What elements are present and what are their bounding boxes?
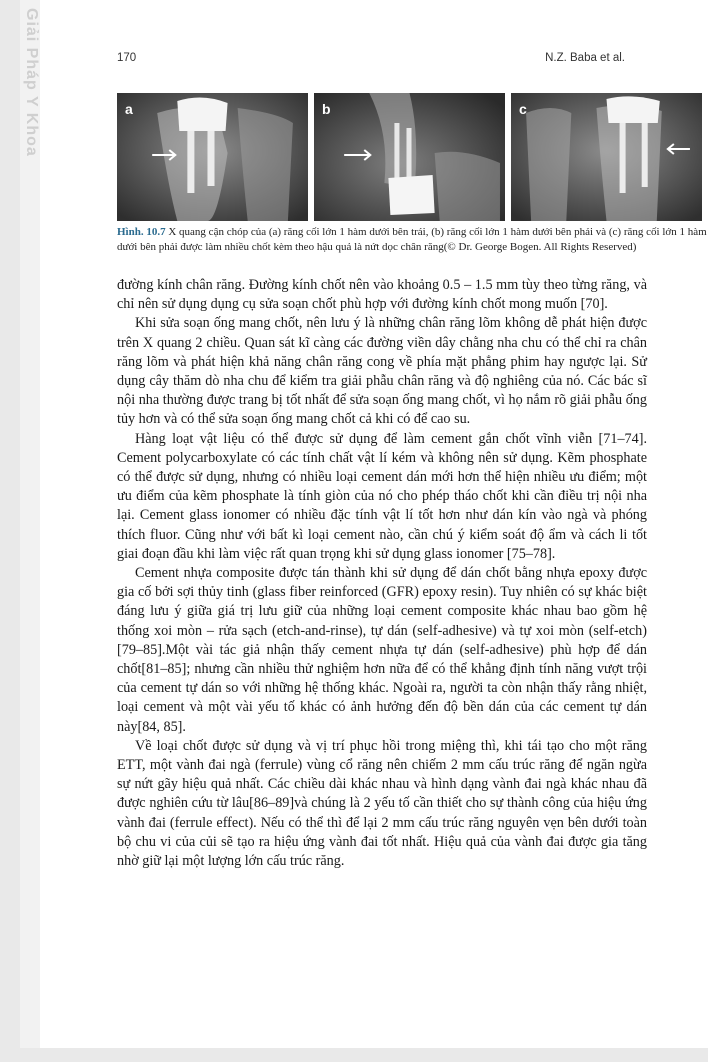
paragraph: Cement nhựa composite được tán thành khi sử dụng để dán chốt bằng nhựa epoxy được gia cố bởi sợi thủy tinh (glass fiber reinforced (GFR) epoxy resin). Tuy nhiên có sự khác biệt đáng lưu ý giữa giá trị lưu giữ của những loại cement composite khác nhau bao gồm hệ thống xoi mòn – rửa sạch (etch-and-rinse), tự dán (self-adhesive) và tự xoi mòn (self-etch)[79–85].Một vài tác giả nhận thấy cement nhựa tự dán (self-adhesive) phù hợp để dán chốt[81–85]; nhưng cần nhiều thử nghiệm hơn nữa để có thể khẳng định tính năng vượt trội của cement tự dán so với những hệ thống khác. Ngoài ra, người ta còn nhận thấy rằng nhiệt, loại cement và một vài yếu tố khác có ảnh hưởng đến độ bền dán của các cement tự dán này[84, 85]. (117, 565, 647, 735)
panel-label-a: a (125, 101, 133, 117)
panel-label-b: b (322, 101, 331, 117)
watermark (20, 0, 40, 1048)
paragraph: Hàng loạt vật liệu có thể được sử dụng để làm cement gắn chốt vĩnh viễn [71–74]. Cement polycarboxylate có các tính chất vật lí kém và không nên sử dụng. Kẽm phosphate có thể được sử dụng, nhưng có nhiều loại cement dán mới hơn thể hiện nhiều ưu điểm; một ưu điểm của kẽm phosphate là tính giòn của nó cho phép tháo chốt khi cần điều trị nội nha lại. Cement glass ionomer có nhiều đặc tính vật lí tốt hơn như dán kín vào ngà và phóng thích fluor. Cũng như với bất kì loại cement nào, cần chú ý kiểm soát độ ẩm và cách li tốt giai đoạn đầu khi làm việc rất quan trọng khi sử dụng glass ionomer [75–78]. (117, 430, 647, 562)
figure-caption (117, 225, 707, 255)
caption-label: Hình. 10.7 (117, 226, 166, 238)
panel-label-c: c (519, 101, 527, 117)
xray-panel-c (511, 93, 702, 221)
xray-panel-a (117, 93, 308, 221)
running-author: N.Z. Baba et al. (545, 52, 625, 64)
caption-text: X quang cận chóp của (a) răng cối lớn 1 hàm dưới bên trái, (b) răng cối lớn 1 hàm dưới bên phải và (c) răng cối lớn 1 hàm dưới bên phải được làm nhiều chốt kèm theo hậu quả là nứt dọc chân răng(© Dr. George Bogen. All Rights Reserved) (117, 226, 707, 253)
xray-image-c (511, 93, 702, 221)
paragraph: Về loại chốt được sử dụng và vị trí phục hồi trong miệng thì, khi tái tạo cho một răng ETT, một vành đai ngà (ferrule) vùng cổ răng nên chiếm 2 mm cấu trúc răng để ngăn ngừa sự nứt gãy hiệu quả nhất. Các chiều dài khác nhau và hình dạng vành đai ngà khác nhau đã được nghiên cứu từ lâu[86–89]và chúng là 2 yếu tố cần thiết cho sự thành công của hiệu ứng vành đai (ferrule effect). Nếu có thể thì để lại 2 mm cấu trúc răng nguyên vẹn bên dưới toàn bộ chu vi của củi sẽ tạo ra hiệu ứng vành đai tốt nhất. Hiệu quả của vành đai được gia tăng nhờ giữ lại một lượng lớn cấu trúc răng. (117, 737, 647, 870)
page (20, 0, 708, 1048)
paragraph: đường kính chân răng. Đường kính chốt nên vào khoảng 0.5 – 1.5 mm tùy theo từng răng, và chỉ nên sử dụng dụng cụ sửa soạn chốt phù hợp với đường kính chốt mong muốn [70]. (117, 277, 647, 313)
xray-image-b (314, 93, 505, 221)
body-text (117, 276, 647, 871)
xray-panel-b (314, 93, 505, 221)
watermark-text: Giải Pháp Y Khoa (23, 8, 40, 157)
figure-xray-panels (117, 93, 702, 221)
page-number: 170 (117, 52, 137, 64)
paragraph: Khi sửa soạn ống mang chốt, nên lưu ý là những chân răng lõm không dễ phát hiện được trên X quang 2 chiều. Quan sát kĩ càng các đường viền dây chằng nha chu có thể chỉ ra chân răng lõm và phát hiện khả năng chân răng cong về phía mặt phẳng phim hay ngược lại. Sử dụng cây thăm dò nha chu để kiểm tra giải phẫu chân răng và độ nghiêng của nó. Các bác sĩ nội nha thường được trang bị tốt nhất để sửa soạn ống mang chốt, vì họ nắm rõ giải phẫu ống tủy hơn và có thể sửa soạn ống mang chốt cả khi có để cao su. (117, 315, 647, 428)
xray-image-a (117, 93, 308, 221)
